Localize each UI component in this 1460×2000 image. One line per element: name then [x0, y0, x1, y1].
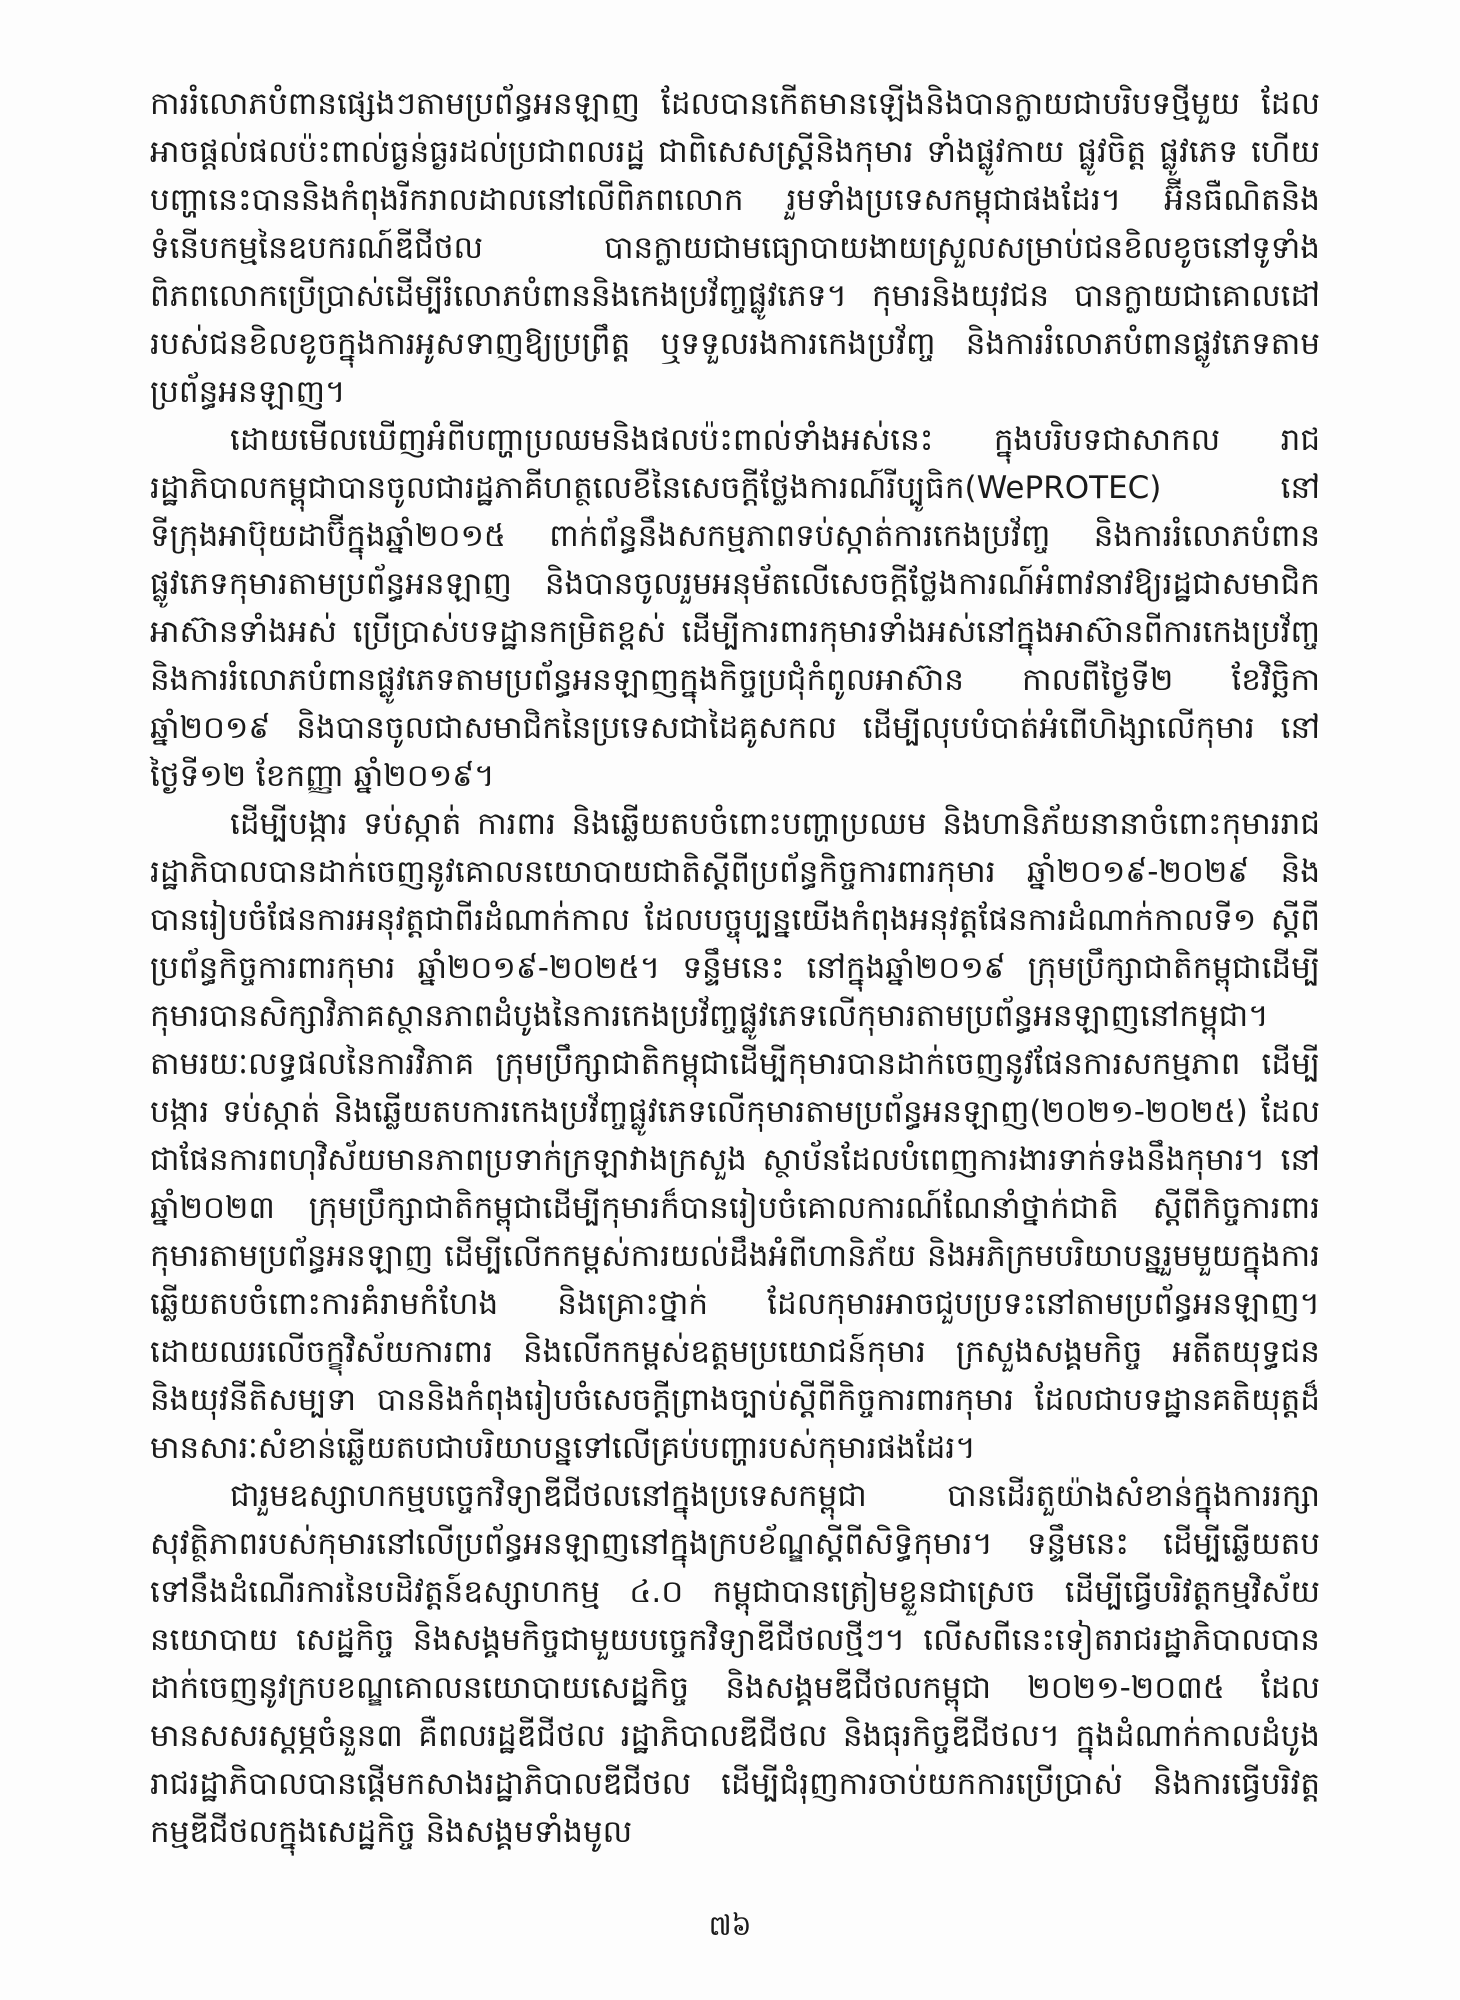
paragraph-2: ដោយមើលឃើញអំពីបញ្ហាប្រឈមនិងផលប៉ះពាល់ទាំងអស់នេះ ក្នុងបរិបទជាសាកល រាជរដ្ឋាភិបាលកម្ពុជាបានចូលជារដ្ឋភាគីហត្ថលេខីនៃសេចក្តីថ្លែងការណ៍រីប្បូធិក(WePROTEC) នៅទីក្រុងអាប៊ុយដាប៊ីក្នុងឆ្នាំ២០១៥ ពាក់ព័ន្ធនឹងសកម្មភាពទប់ស្កាត់ការកេងប្រវ័ញ្ច និងការរំលោភបំពានផ្លូវភេទកុមារតាមប្រព័ន្ធអនឡាញ និងបានចូលរួមអនុម័តលើសេចក្តីថ្លែងការណ៍អំពាវនាវឱ្យរដ្ឋជាសមាជិកអាស៊ានទាំងអស់ ប្រើប្រាស់បទដ្ឋានកម្រិតខ្ពស់ ដើម្បីការពារកុមារទាំងអស់នៅក្នុងអាស៊ានពីការកេងប្រវ័ញ្ច និងការរំលោភបំពានផ្លូវភេទតាមប្រព័ន្ធអនឡាញក្នុងកិច្ចប្រជុំកំពូលអាស៊ាន កាលពីថ្ងៃទី២ ខែវិច្ឆិកា ឆ្នាំ២០១៩ និងបានចូលជាសមាជិកនៃប្រទេសជាដៃគូសកល ដើម្បីលុបបំបាត់អំពើហិង្សាលើកុមារ នៅថ្ងៃទី១២ ខែកញ្ញា ឆ្នាំ២០១៩។ [150, 422, 1320, 794]
paragraph-1: ការរំលោភបំពានផ្សេងៗតាមប្រព័ន្ធអនឡាញ ដែលបានកើតមានឡើងនិងបានក្លាយជាបរិបទថ្មីមួយ ដែលអាចផ្តល់ផលប៉ះពាល់ធ្ងន់ធ្ងរដល់ប្រជាពលរដ្ឋ ជាពិសេសស្ត្រីនិងកុមារ ទាំងផ្លូវកាយ ផ្លូវចិត្ត ផ្លូវភេទ ហើយបញ្ហានេះបាននិងកំពុងរីករាលដាលនៅលើពិភពលោក រួមទាំងប្រទេសកម្ពុជាផងដែរ។ អ៊ីនធឺណិតនិងទំនើបកម្មនៃឧបករណ៍ឌីជីថល បានក្លាយជាមធ្យោបាយងាយស្រួលសម្រាប់ជនខិលខូចនៅទូទាំងពិភពលោកប្រើប្រាស់ដើម្បីរំលោភបំពាននិងកេងប្រវ័ញ្ចផ្លូវភេទ។ កុមារនិងយុវជន បានក្លាយជាគោលដៅរបស់ជនខិលខូចក្នុងការអូសទាញឱ្យប្រព្រឹត្ត ឬទទួលរងការកេងប្រវ័ញ្ច និងការរំលោភបំពានផ្លូវភេទតាមប្រព័ន្ធអនឡាញ។ [150, 86, 1320, 410]
page-number: ៧៦ [708, 1909, 752, 1942]
paragraph-3: ដើម្បីបង្ការ ទប់ស្កាត់ ការពារ និងឆ្លើយតបចំពោះបញ្ហាប្រឈម និងហានិភ័យនានាចំពោះកុមាររាជរដ្ឋាភិបាលបានដាក់ចេញនូវគោលនយោបាយជាតិស្តីពីប្រព័ន្ធកិច្ចការពារកុមារ ឆ្នាំ២០១៩-២០២៩ និងបានរៀបចំផែនការអនុវត្តជាពីរដំណាក់កាល ដែលបច្ចុប្បន្នយើងកំពុងអនុវត្តផែនការដំណាក់កាលទី១ ស្តីពីប្រព័ន្ធកិច្ចការពារកុមារ ឆ្នាំ២០១៩-២០២៥។ ទន្ទឹមនេះ នៅក្នុងឆ្នាំ២០១៩ ក្រុមប្រឹក្សាជាតិកម្ពុជាដើម្បីកុមារបានសិក្សាវិភាគស្ថានភាពដំបូងនៃការកេងប្រវ័ញ្ចផ្លូវភេទលើកុមារតាមប្រព័ន្ធអនឡាញនៅកម្ពុជា។ តាមរយៈលទ្ធផលនៃការវិភាគ ក្រុមប្រឹក្សាជាតិកម្ពុជាដើម្បីកុមារបានដាក់ចេញនូវផែនការសកម្មភាព ដើម្បីបង្ការ ទប់ស្កាត់ និងឆ្លើយតបការកេងប្រវ័ញ្ចផ្លូវភេទលើកុមារតាមប្រព័ន្ធអនឡាញ(២០២១-២០២៥) ដែលជាផែនការពហុវិស័យមានភាពប្រទាក់ក្រឡាវាងក្រសួង ស្ថាប័នដែលបំពេញការងារទាក់ទងនឹងកុមារ។ នៅឆ្នាំ២០២៣ ក្រុមប្រឹក្សាជាតិកម្ពុជាដើម្បីកុមារក៏បានរៀបចំគោលការណ៍ណែនាំថ្នាក់ជាតិ ស្តីពីកិច្ចការពារកុមារតាមប្រព័ន្ធអនឡាញ ដើម្បីលើកកម្ពស់ការយល់ដឹងអំពីហានិភ័យ និងអភិក្រមបរិយាបន្នរួមមួយក្នុងការឆ្លើយតបចំពោះការគំរាមកំហែង និងគ្រោះថ្នាក់ ដែលកុមារអាចជួបប្រទះនៅតាមប្រព័ន្ធអនឡាញ។ ដោយឈរលើចក្ខុវិស័យការពារ និងលើកកម្ពស់ឧត្តមប្រយោជន៍កុមារ ក្រសួងសង្គមកិច្ច អតីតយុទ្ធជន និងយុវនីតិសម្បទា បាននិងកំពុងរៀបចំសេចក្តីព្រាងច្បាប់ស្តីពីកិច្ចការពារកុមារ ដែលជាបទដ្ឋានគតិយុត្តដ៏មានសារៈសំខាន់ឆ្លើយតបជាបរិយាបន្នទៅលើគ្រប់បញ្ហារបស់កុមារផងដែរ។ [150, 806, 1320, 1466]
body-text [150, 80, 1320, 1856]
paragraph-4: ជារួមឧស្សាហកម្មបច្ចេកវិទ្យាឌីជីថលនៅក្នុងប្រទេសកម្ពុជា បានដើរតួយ៉ាងសំខាន់ក្នុងការរក្សាសុវត្ថិភាពរបស់កុមារនៅលើប្រព័ន្ធអនឡាញនៅក្នុងក្របខ័ណ្ឌស្តីពីសិទ្ធិកុមារ។ ទន្ទឹមនេះ ដើម្បីឆ្លើយតបទៅនឹងដំណើរការនៃបដិវត្តន៍ឧស្សាហកម្ម ៤.០ កម្ពុជាបានត្រៀមខ្លួនជាស្រេច ដើម្បីធ្វើបរិវត្តកម្មវិស័យនយោបាយ សេដ្ឋកិច្ច និងសង្គមកិច្ចជាមួយបច្ចេកវិទ្យាឌីជីថលថ្មីៗ។ លើសពីនេះទៀតរាជរដ្ឋាភិបាលបានដាក់ចេញនូវក្របខណ្ឌគោលនយោបាយសេដ្ឋកិច្ច និងសង្គមឌីជីថលកម្ពុជា ២០២១-២០៣៥ ដែលមានសសរស្តម្ភចំនួន៣ គឺពលរដ្ឋឌីជីថល រដ្ឋាភិបាលឌីជីថល និងធុរកិច្ចឌីជីថល។ ក្នុងដំណាក់កាលដំបូង រាជរដ្ឋាភិបាលបានផ្តើមកសាងរដ្ឋាភិបាលឌីជីថល ដើម្បីជំរុញការចាប់យកការប្រើប្រាស់ និងការធ្វើបរិវត្តកម្មឌីជីថលក្នុងសេដ្ឋកិច្ច និងសង្គមទាំងមូល [150, 1478, 1320, 1850]
